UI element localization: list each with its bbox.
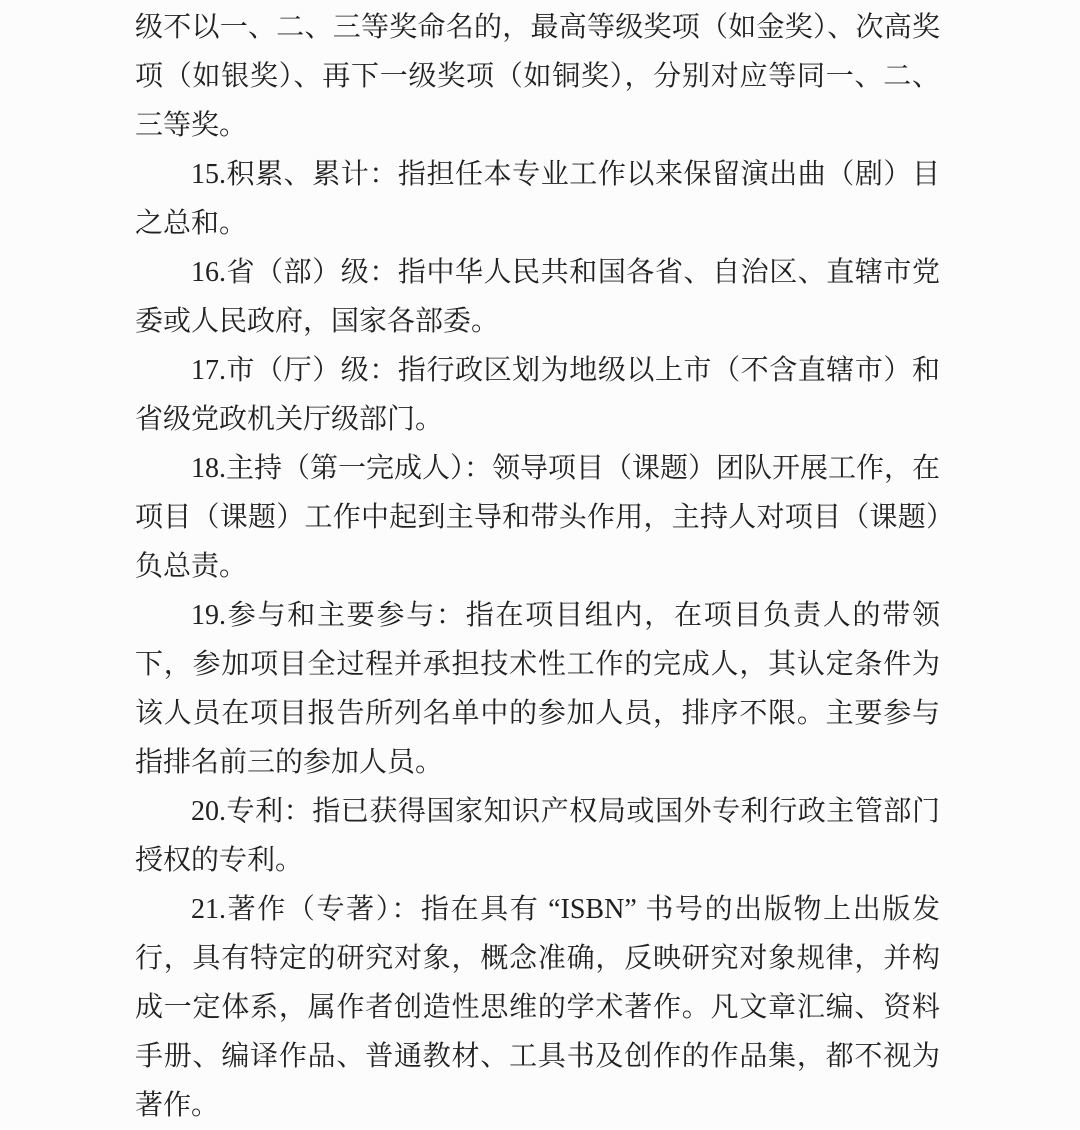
paragraph-item-17-municipal-level: 17.市（厅）级：指行政区划为地级以上市（不含直辖市）和省级党政机关厅级部门。 [135,355,940,435]
paragraph-item-15-accumulation: 15.积累、累计：指担任本专业工作以来保留演出曲（剧）目之总和。 [135,159,940,239]
paragraph-continuation-grade-awards: 级不以一、二、三等奖命名的，最高等级奖项（如金奖）、次高奖项（如银奖）、再下一级奖项（如铜奖），分别对应等同一、二、三等奖。 [135,12,940,141]
document-body [135,3,940,1130]
paragraph-item-16-provincial-level: 16.省（部）级：指中华人民共和国各省、自治区、直辖市党委或人民政府，国家各部委。 [135,257,940,337]
paragraph-item-19-participation: 19.参与和主要参与：指在项目组内，在项目负责人的带领下，参加项目全过程并承担技术性工作的完成人，其认定条件为该人员在项目报告所列名单中的参加人员，排序不限。主要参与指排名前三的参加人员。 [135,600,940,778]
paragraph-item-18-host-first-completer: 18.主持（第一完成人）：领导项目（课题）团队开展工作，在项目（课题）工作中起到主导和带头作用，主持人对项目（课题）负总责。 [135,453,941,582]
paragraph-item-20-patent: 20.专利：指已获得国家知识产权局或国外专利行政主管部门授权的专利。 [135,796,940,876]
paragraph-item-21-monograph: 21.著作（专著）：指在具有 “ISBN” 书号的出版物上出版发行，具有特定的研究对象，概念准确，反映研究对象规律，并构成一定体系，属作者创造性思维的学术著作。凡文章汇编、资料手册、编译作品、普通教材、工具书及创作的作品集，都不视为著作。 [135,894,940,1121]
